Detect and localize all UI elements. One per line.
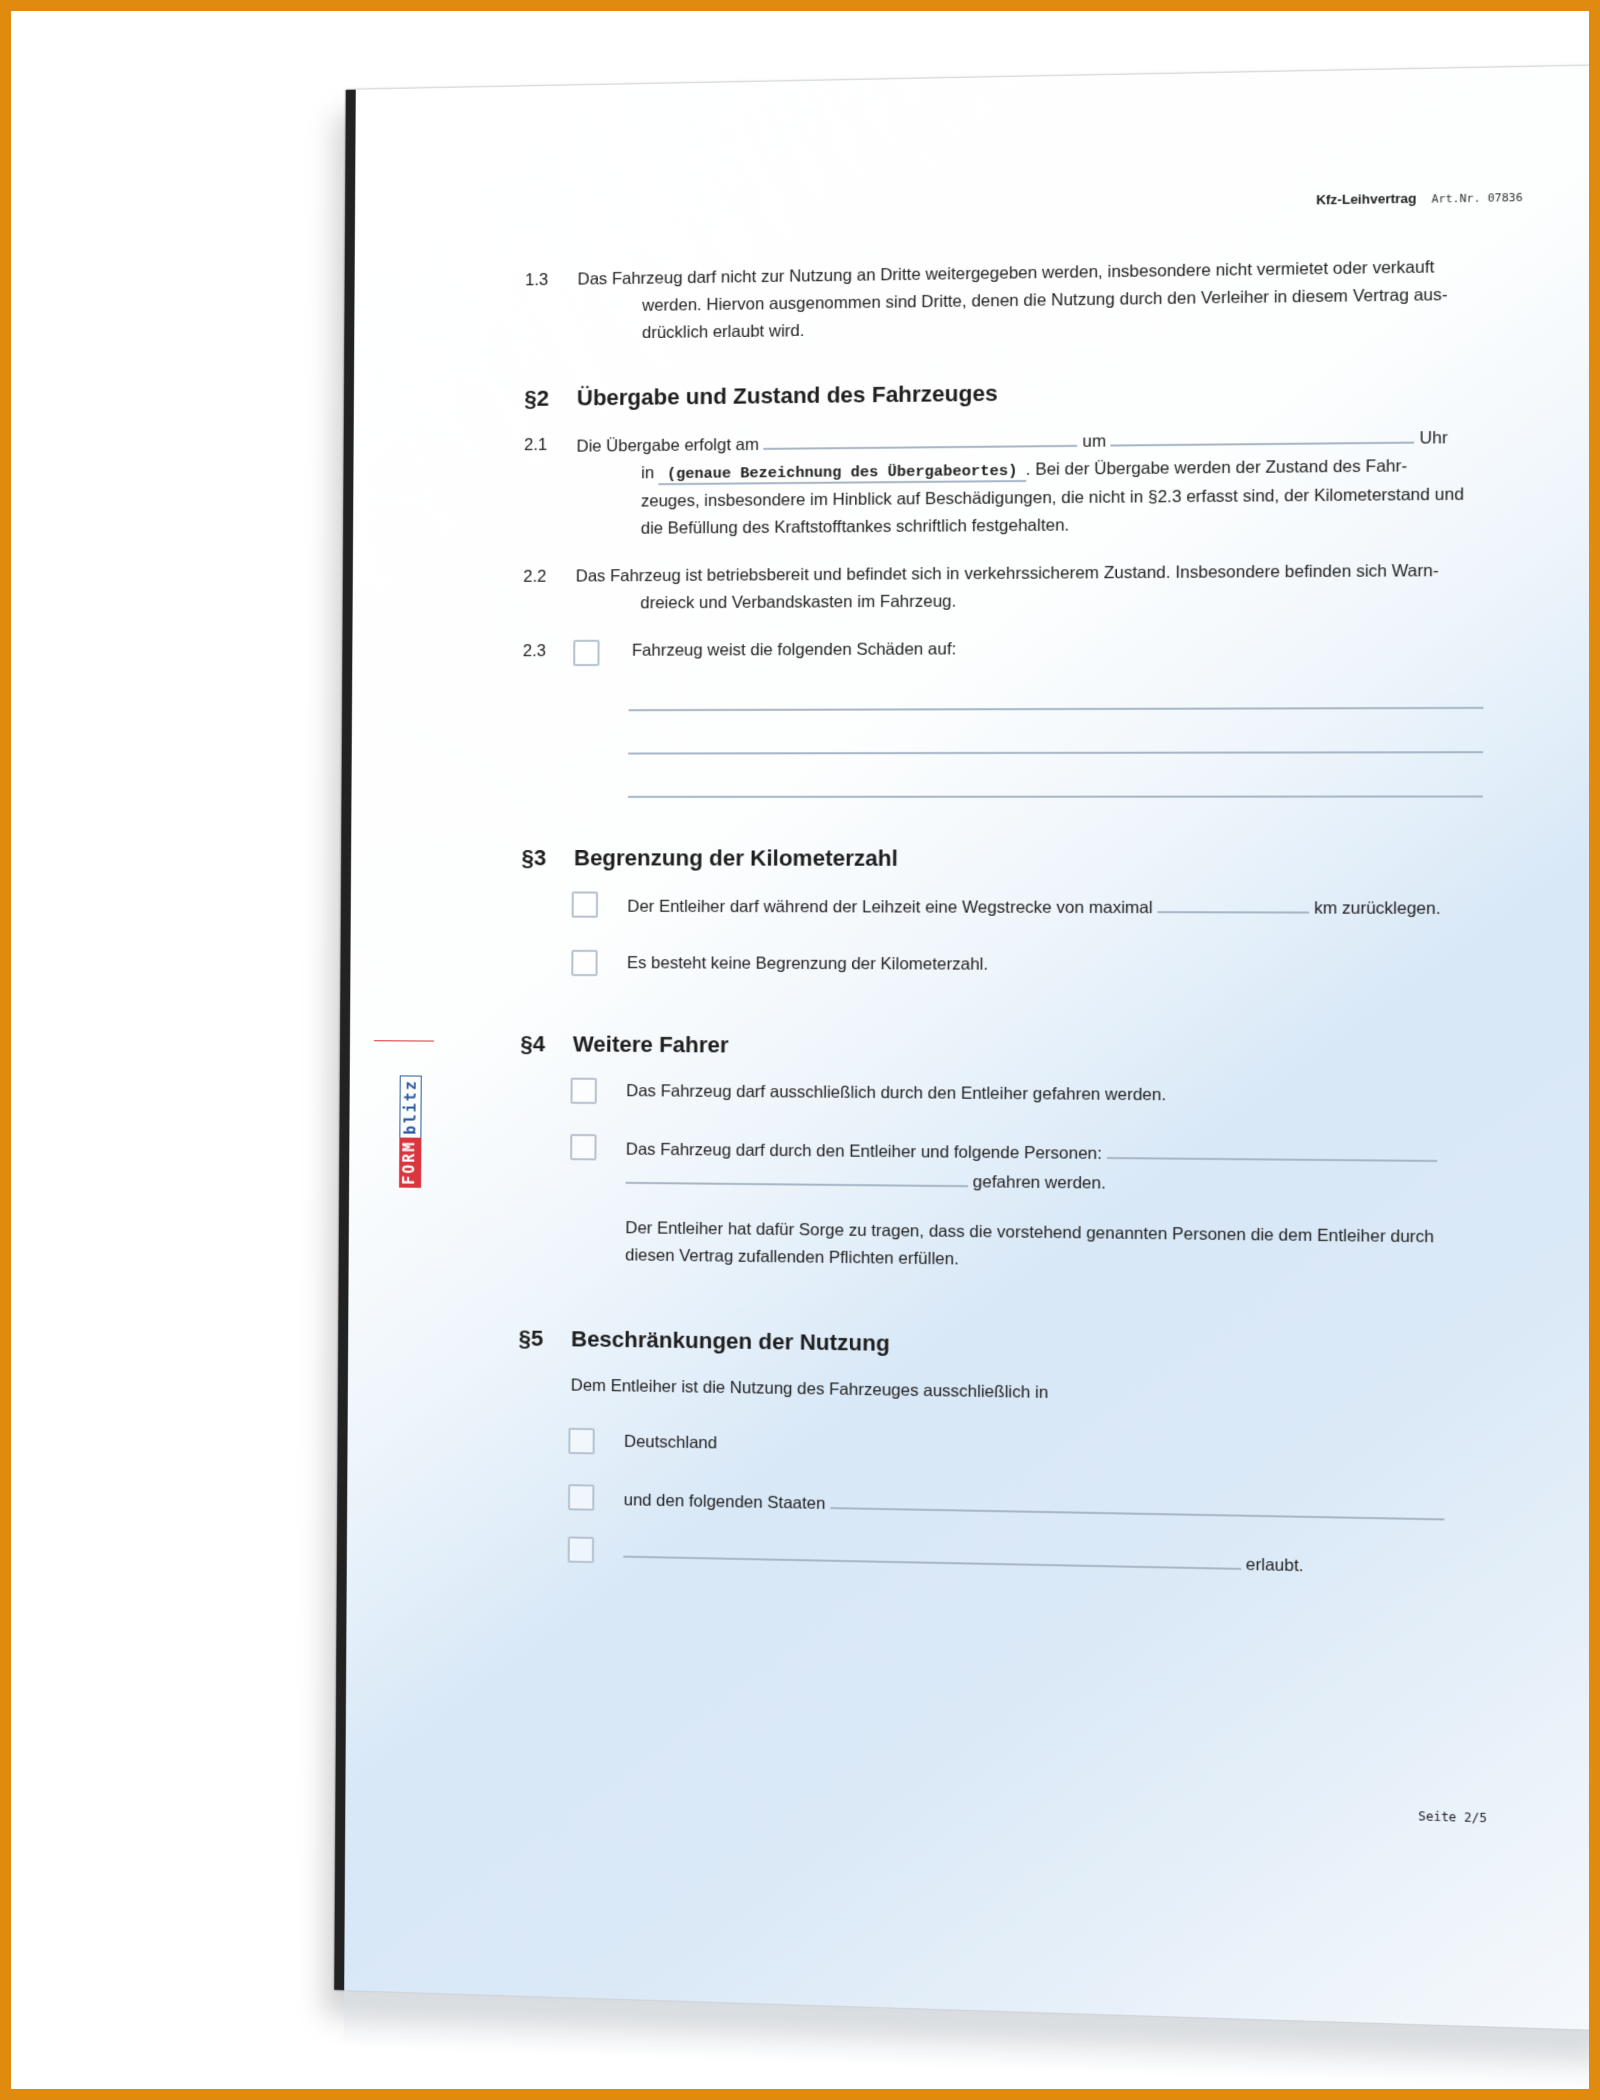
logo-blitz: blitz: [399, 1075, 421, 1137]
clause-text: . Bei der Übergabe werden der Zustand des Fahr-: [1025, 457, 1408, 479]
damage-line-1[interactable]: [629, 706, 1484, 711]
clause-text: Das Fahrzeug ist betriebsbereit und befindet sich in verkehrssicherem Zustand. Insbesondere befinden sich Warn-: [575, 561, 1439, 586]
clause-text: zeuges, insbesondere im Hinblick auf Beschädigungen, die nicht in §2.3 erfasst sind, der Kilometerstand und: [640, 485, 1464, 511]
clause-number: 2.3: [522, 642, 546, 661]
other-checkbox[interactable]: [568, 1536, 594, 1563]
section-title: Beschränkungen der Nutzung: [570, 1326, 890, 1356]
document-body: [517, 253, 1486, 1585]
states-field[interactable]: [830, 1489, 1444, 1521]
section-heading: [520, 1030, 1481, 1063]
germany-checkbox[interactable]: [568, 1428, 594, 1455]
section-number: §3: [521, 845, 547, 871]
additional-drivers-option: [520, 1134, 1481, 1202]
km-limit-option: [521, 891, 1482, 924]
section-number: §5: [518, 1325, 544, 1351]
other-option: [517, 1535, 1478, 1585]
clause-text: um: [1082, 432, 1107, 451]
clause-text: Das Fahrzeug darf nicht zur Nutzung an Dritte weitergegeben werden, insbesondere nicht vermietet oder verkauft: [577, 258, 1435, 289]
drivers-field-2[interactable]: [626, 1164, 969, 1188]
handover-place-field[interactable]: (genaue Bezeichnung des Übergabeortes): [659, 463, 1026, 486]
clause-text: in: [641, 464, 655, 483]
other-field[interactable]: [623, 1537, 1241, 1569]
drivers-field[interactable]: [1107, 1139, 1437, 1162]
date-field[interactable]: [764, 426, 1078, 449]
clause-text: werden. Hiervon ausgenommen sind Dritte, denen die Nutzung durch den Verleiher in diesem Vertrag aus-: [642, 285, 1448, 315]
logo-form: FORM: [399, 1137, 421, 1187]
article-number: Art.Nr. 07836: [1431, 190, 1523, 206]
section-title: Weitere Fahrer: [572, 1031, 729, 1058]
clause-text: drücklich erlaubt wird.: [641, 321, 805, 343]
option-text: km zurücklegen.: [1313, 899, 1441, 919]
clause-text: Die Übergabe erfolgt am: [576, 435, 760, 456]
km-field[interactable]: [1157, 893, 1309, 914]
clause-number: 2.1: [524, 435, 548, 455]
section-heading: [519, 1324, 1480, 1365]
option-text: erlaubt.: [1245, 1555, 1304, 1576]
document-header: [1316, 189, 1523, 209]
damage-checkbox[interactable]: [573, 640, 599, 666]
additional-drivers-checkbox[interactable]: [570, 1134, 596, 1160]
no-km-limit-option: [521, 950, 1482, 984]
other-states-option: [518, 1483, 1479, 1531]
only-borrower-option: [520, 1077, 1481, 1115]
option-text: Der Entleiher darf während der Leihzeit eine Wegstrecke von maximal: [627, 897, 1153, 918]
clause-text: dreieck und Verbandskasten im Fahrzeug.: [640, 592, 957, 613]
other-states-checkbox[interactable]: [568, 1484, 594, 1511]
option-text: Es besteht keine Begrenzung der Kilometerzahl.: [626, 954, 989, 974]
page-number: Seite 2/5: [1418, 1809, 1488, 1826]
clause-text: Fahrzeug weist die folgenden Schäden auf:: [631, 640, 957, 660]
option-text: gefahren werden.: [972, 1173, 1106, 1193]
option-text: und den folgenden Staaten: [623, 1491, 826, 1514]
section-heading: [521, 844, 1482, 873]
time-field[interactable]: [1111, 423, 1415, 447]
km-limit-checkbox[interactable]: [572, 891, 598, 917]
section-title: Übergabe und Zustand des Fahrzeuges: [576, 380, 998, 411]
section-number: §2: [524, 385, 550, 412]
damage-line-3[interactable]: [628, 794, 1483, 797]
clause-2-1: [523, 422, 1485, 543]
option-text: Das Fahrzeug darf durch den Entleiher und folgende Personen:: [625, 1140, 1103, 1164]
clause-2-2: [523, 557, 1484, 618]
clause-2-3: [523, 634, 1484, 673]
drivers-note: [519, 1214, 1480, 1280]
only-borrower-checkbox[interactable]: [570, 1078, 596, 1104]
clause-number: 2.2: [523, 567, 547, 586]
option-text: Deutschland: [623, 1432, 718, 1453]
note-text: diesen Vertrag zufallenden Pflichten erfüllen.: [625, 1246, 959, 1269]
clause-number: 1.3: [525, 270, 549, 290]
germany-option: [518, 1427, 1479, 1474]
no-km-limit-checkbox[interactable]: [571, 950, 597, 976]
clause-1-3: [525, 253, 1487, 348]
damage-line-2[interactable]: [628, 750, 1483, 754]
section-title: Begrenzung der Kilometerzahl: [573, 845, 898, 871]
note-text: Der Entleiher hat dafür Sorge zu tragen, dass die vorstehend genannten Personen die dem Entleiher durch: [625, 1219, 1435, 1247]
option-text: Das Fahrzeug darf ausschließlich durch den Entleiher gefahren werden.: [626, 1082, 1167, 1105]
clause-text: die Befüllung des Kraftstofftankes schriftlich festgehalten.: [640, 516, 1070, 538]
document-page: [334, 65, 1600, 2030]
clause-text: Uhr: [1419, 428, 1448, 448]
header-title: Kfz-Leihvertrag: [1316, 190, 1417, 208]
usage-intro: Dem Entleiher ist die Nutzung des Fahrzeuges ausschließlich in: [570, 1376, 1049, 1403]
section-heading: [524, 374, 1485, 412]
logo-rule: [374, 1040, 434, 1041]
section-number: §4: [520, 1031, 546, 1057]
